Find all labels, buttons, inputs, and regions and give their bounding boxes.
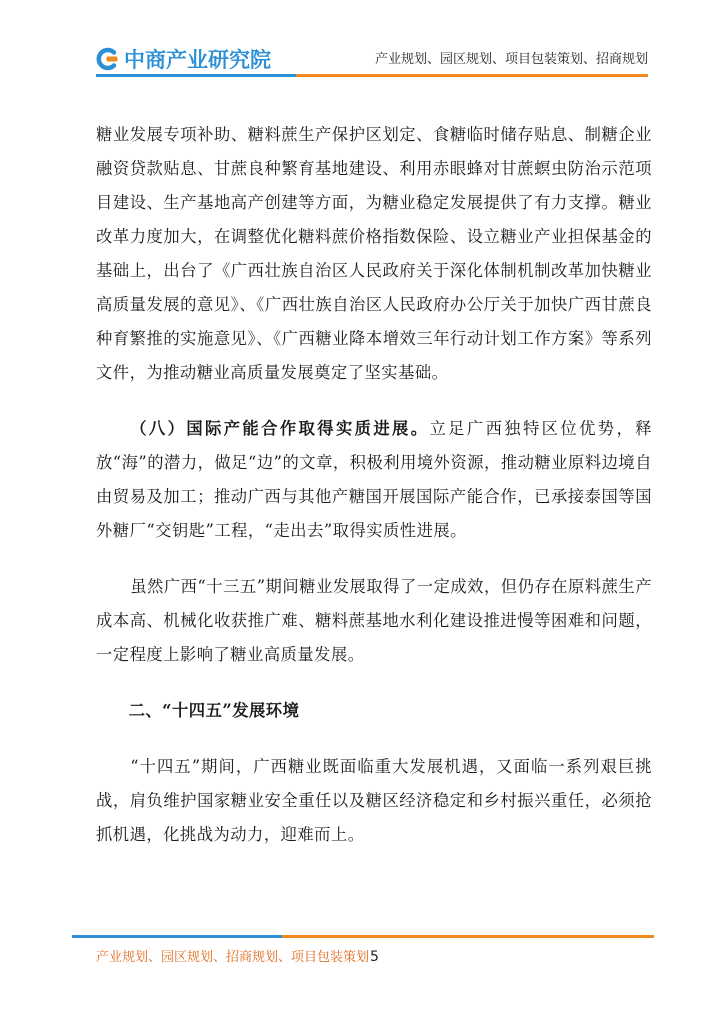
paragraph-3: 虽然广西“十三五”期间糖业发展取得了一定成效，但仍存在原料蔗生产成本高、机械化收获推广难、糖料蔗基地水利化建设推进慢等困难和问题，一定程度上影响了糖业高质量发展。 xyxy=(96,577,652,664)
page-number: 5 xyxy=(370,949,379,965)
paragraph-2-text: 立足广西独特区位优势，释放“海”的潜力，做足“边”的文章，积极利用境外资源，推动糖业原料边境自由贸易及加工；推动广西与其他产糖国开展国际产能合作，已承接泰国等国外糖厂“交钥匙”工程，“走出去”取得实质性进展。 xyxy=(96,419,652,540)
footer-divider-orange xyxy=(282,935,654,938)
paragraph-4: “十四五”期间，广西糖业既面临重大发展机遇，又面临一系列艰巨挑战，肩负维护国家糖业安全重任以及糖区经济稳定和乡村振兴重任，必须抢抓机遇，化挑战为动力，迎难而上。 xyxy=(96,757,652,844)
footer-text: 产业规划、园区规划、招商规划、项目包装策划 xyxy=(96,950,370,965)
page-header xyxy=(0,0,724,80)
header-tagline: 产业规划、园区规划、项目包装策划、招商规划 xyxy=(374,52,648,67)
paragraph-gap xyxy=(96,390,652,412)
logo xyxy=(96,44,271,74)
header-divider-orange xyxy=(296,74,648,77)
footer-divider-blue xyxy=(72,935,282,938)
paragraph-1: 糖业发展专项补助、糖料蔗生产保护区划定、食糖临时储存贴息、制糖企业融资贷款贴息、甘蔗良种繁育基地建设、利用赤眼蜂对甘蔗螟虫防治示范项目建设、生产基地高产创建等方面，为糖业稳定发展提供了有力支撑。糖业改革力度加大，在调整优化糖料蔗价格指数保险、设立糖业产业担保基金的基础上，出台了《广西壮族自治区人民政府关于深化体制机制改革加快糖业高质量发展的意见》、《广西壮族自治区人民政府办公厅关于加快广西甘蔗良种育繁推的实施意见》、《广西糖业降本增效三年行动计划工作方案》等系列文件，为推动糖业高质量发展奠定了坚实基础。 xyxy=(96,125,652,382)
paragraph-gap xyxy=(96,728,652,750)
paragraph-gap xyxy=(96,672,652,694)
paragraph-2 xyxy=(96,412,652,548)
section-8-title: （八）国际产能合作取得实质进展。 xyxy=(130,419,430,438)
page-footer xyxy=(96,946,379,965)
paragraph-gap xyxy=(96,548,652,570)
header-divider-blue xyxy=(96,74,296,77)
logo-text: 中商产业研究院 xyxy=(124,48,271,72)
document-body xyxy=(96,118,652,852)
section-heading: 二、“十四五”发展环境 xyxy=(128,701,300,720)
logo-c-icon xyxy=(96,47,120,71)
